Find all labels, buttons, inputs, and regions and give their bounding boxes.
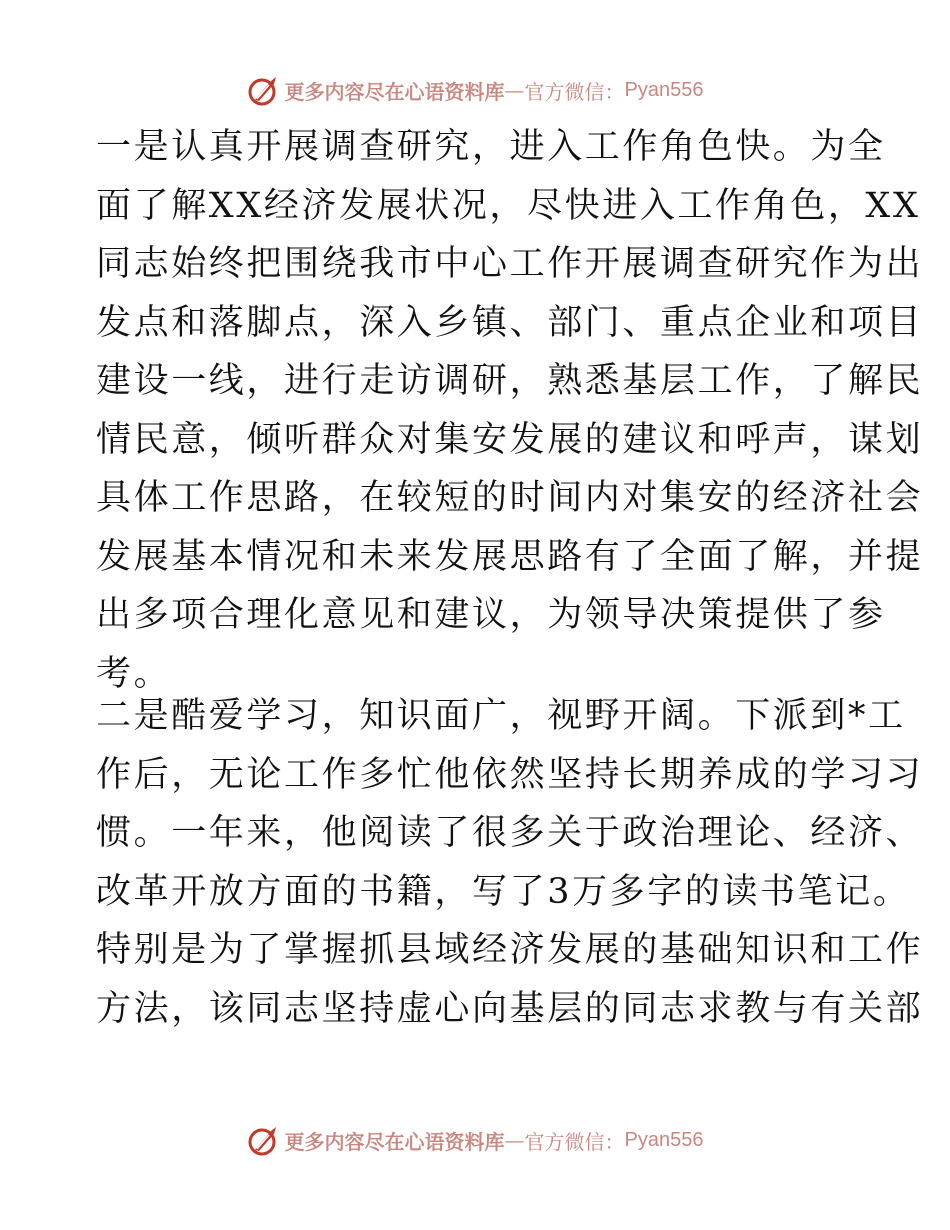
watermark-wechat-id: Pyan556 [624, 1128, 704, 1151]
text-line: 一是认真开展调查研究，进入工作角色快。为全 [96, 127, 886, 167]
text-line: 情民意，倾听群众对集安发展的建议和呼声，谋划 [96, 419, 924, 460]
text-line: 建设一线，进行走访调研，熟悉基层工作，了解民 [96, 361, 924, 401]
pen-logo-icon [247, 1123, 281, 1157]
text-line: 惯。一年来，他阅读了很多关于政治理论、经济、 [96, 813, 924, 853]
text-line: 发展基本情况和未来发展思路有了全面了解，并提 [96, 536, 924, 577]
watermark-site-name: 更多内容尽在心语资料库 [284, 1129, 505, 1154]
paragraph-2 [96, 687, 924, 1038]
text-line: 具体工作思路，在较短的时间内对集安的经济社会 [96, 478, 924, 518]
text-line: 特别是为了掌握抓县域经济发展的基础知识和工作 [96, 930, 924, 970]
text-line: 面了解XX经济发展状况，尽快进入工作角色，XX [96, 185, 921, 226]
watermark-dash: — [504, 78, 525, 102]
watermark-site-name: 更多内容尽在心语资料库 [284, 79, 505, 104]
paragraph-1 [96, 118, 924, 703]
text-line: 二是酷爱学习，知识面广，视野开阔。下派到*工 [96, 696, 906, 736]
watermark-wechat-label: 官方微信： [524, 79, 625, 104]
text-line: 方法，该同志坚持虚心向基层的同志求教与有关部 [96, 988, 924, 1029]
text-line: 考。 [96, 653, 172, 694]
watermark-wechat-label: 官方微信： [524, 1129, 625, 1154]
text-line: 作后，无论工作多忙他依然坚持长期养成的学习习 [96, 754, 924, 795]
watermark-wechat-id: Pyan556 [624, 78, 704, 101]
pen-logo-icon [247, 73, 281, 107]
text-line: 出多项合理化意见和建议，为领导决策提供了参 [96, 595, 886, 635]
header-watermark-banner [0, 70, 950, 110]
text-line: 改革开放方面的书籍，写了3万多字的读书笔记。 [96, 871, 911, 912]
text-line: 发点和落脚点，深入乡镇、部门、重点企业和项目 [96, 302, 924, 343]
text-line: 同志始终把围绕我市中心工作开展调查研究作为出 [96, 244, 924, 284]
footer-watermark-banner [0, 1120, 950, 1160]
watermark-dash: — [504, 1128, 525, 1152]
